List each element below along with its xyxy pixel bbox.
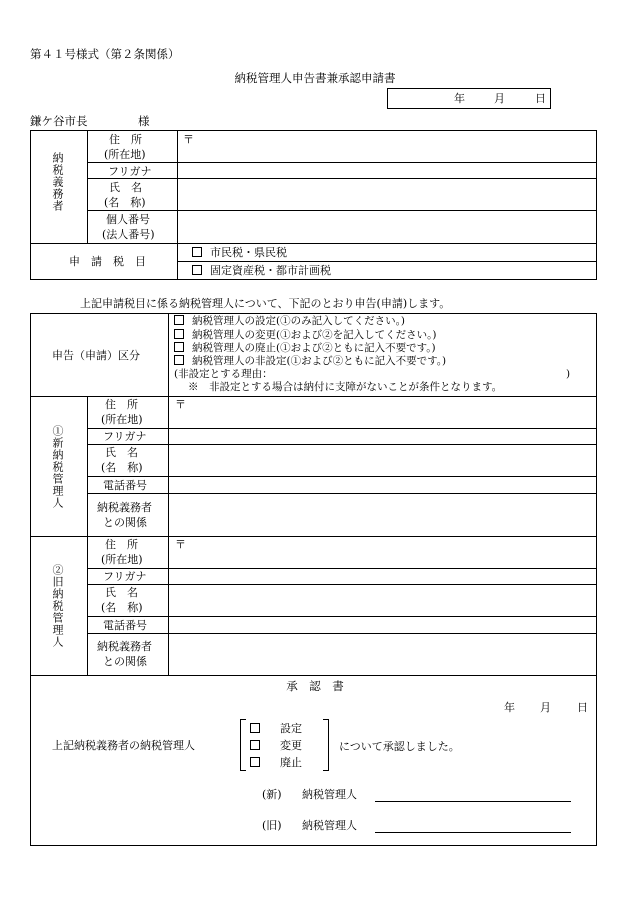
- approval-date-day: 日: [577, 701, 588, 714]
- form-title: 納税管理人申告書兼承認申請書: [234, 71, 396, 85]
- approval-new-prefix: (新): [262, 788, 282, 801]
- category-option[interactable]: [174, 330, 436, 341]
- new-name-field[interactable]: [169, 445, 596, 476]
- approval-date-month: 月: [540, 701, 551, 714]
- checkbox[interactable]: [250, 723, 260, 733]
- checkbox[interactable]: [174, 329, 184, 339]
- new-relation-label: 納税義務者: [97, 501, 152, 514]
- category-option-label: 納税管理人の廃止(①および②ともに記入不要です。): [192, 342, 436, 354]
- approval-option[interactable]: [250, 757, 302, 768]
- taxpayer-id-sub: (法人番号): [102, 228, 155, 241]
- approval-option[interactable]: [250, 723, 302, 734]
- addressee: 鎌ケ谷市長: [30, 114, 88, 128]
- new-manager-signature-line[interactable]: [375, 801, 571, 802]
- date-month-label: 月: [494, 92, 505, 105]
- taxpayer-id-label: 個人番号: [106, 213, 150, 226]
- old-address-sub: (所在地): [101, 553, 143, 566]
- divider: [30, 243, 597, 244]
- category-option-label: 納税管理人の変更(①および②を記入してください。): [192, 329, 437, 341]
- category-option[interactable]: [174, 356, 446, 367]
- category-option-label: 納税管理人の非設定(①および②ともに記入不要です。): [192, 355, 447, 367]
- form-number: 第４１号様式（第２条関係）: [30, 47, 180, 61]
- checkbox[interactable]: [250, 757, 260, 767]
- new-address-label: 住 所: [105, 398, 138, 411]
- category-label: 申告（申請）区分: [52, 349, 140, 362]
- date-year-label: 年: [454, 92, 465, 105]
- taxpayer-furigana-label: フリガナ: [108, 165, 152, 178]
- new-address-sub: (所在地): [101, 413, 143, 426]
- approval-option[interactable]: [250, 740, 302, 751]
- date-day-label: 日: [535, 92, 546, 105]
- old-address-field[interactable]: [169, 537, 596, 568]
- old-furigana-field[interactable]: [169, 569, 596, 584]
- old-manager-section-label: ②旧納税管理人: [51, 564, 64, 648]
- divider: [30, 675, 597, 676]
- taxpayer-name-field[interactable]: [178, 179, 596, 210]
- category-option[interactable]: [174, 343, 436, 354]
- old-name-field[interactable]: [169, 585, 596, 616]
- approval-old-manager-label: 納税管理人: [302, 819, 357, 832]
- old-relation-field[interactable]: [169, 634, 596, 675]
- reason-input[interactable]: [290, 367, 560, 380]
- postal-mark: 〒: [183, 133, 194, 146]
- approval-trail-text: について承認しました。: [339, 740, 460, 753]
- old-furigana-label: フリガナ: [103, 570, 147, 583]
- old-name-sub: (名 称): [101, 601, 143, 614]
- old-manager-signature-line[interactable]: [375, 832, 571, 833]
- approval-option-label: 廃止: [280, 756, 302, 769]
- old-relation-label: 納税義務者: [97, 640, 152, 653]
- new-relation-sub: との関係: [103, 516, 147, 529]
- tax-item-label: 市民税・県民税: [210, 246, 287, 259]
- tax-item-label: 固定資産税・都市計画税: [210, 264, 331, 277]
- new-phone-label: 電話番号: [103, 479, 147, 492]
- reason-label: (非設定とする理由：: [174, 368, 273, 380]
- taxpayer-address-sub: (所在地): [104, 148, 146, 161]
- old-phone-field[interactable]: [169, 617, 596, 633]
- taxpayer-address-field[interactable]: [178, 131, 596, 162]
- old-name-label: 氏 名: [105, 586, 138, 599]
- checkbox[interactable]: [174, 342, 184, 352]
- new-address-field[interactable]: [169, 397, 596, 428]
- new-name-label: 氏 名: [105, 446, 138, 459]
- taxpayer-furigana-field[interactable]: [178, 163, 596, 178]
- checkbox[interactable]: [192, 247, 202, 257]
- checkbox[interactable]: [250, 740, 260, 750]
- addressee-suffix: 様: [138, 114, 150, 128]
- tax-items-label: 申 請 税 目: [69, 255, 146, 268]
- new-furigana-field[interactable]: [169, 429, 596, 444]
- taxpayer-name-label: 氏 名: [109, 181, 142, 194]
- divider: [177, 261, 597, 262]
- category-option-label: 納税管理人の設定(①のみ記入してください。): [192, 315, 405, 327]
- approval-option-label: 設定: [280, 722, 302, 735]
- new-furigana-label: フリガナ: [103, 430, 147, 443]
- tax-item-option[interactable]: [192, 265, 331, 276]
- left-bracket: [240, 719, 246, 771]
- taxpayer-id-field[interactable]: [178, 211, 596, 243]
- approval-new-manager-label: 納税管理人: [302, 788, 357, 801]
- old-phone-label: 電話番号: [103, 619, 147, 632]
- intro-text: 上記申請税目に係る納税管理人について、下記のとおり申告(申請)します。: [80, 297, 451, 310]
- postal-mark: 〒: [175, 538, 186, 551]
- divider: [87, 130, 88, 243]
- right-bracket: [323, 719, 329, 771]
- category-option[interactable]: [174, 316, 405, 327]
- approval-date-year: 年: [504, 701, 515, 714]
- checkbox[interactable]: [174, 315, 184, 325]
- approval-old-prefix: (旧): [262, 819, 282, 832]
- tax-item-option[interactable]: [192, 247, 287, 258]
- date-box[interactable]: [387, 88, 551, 109]
- taxpayer-address-label: 住 所: [109, 133, 142, 146]
- approval-option-label: 変更: [280, 739, 302, 752]
- divider: [168, 313, 169, 396]
- category-note: ※ 非設定とする場合は納付に支障がないことが条件となります。: [188, 381, 503, 393]
- postal-mark: 〒: [175, 398, 186, 411]
- new-relation-field[interactable]: [169, 494, 596, 536]
- approval-lead-text: 上記納税義務者の納税管理人: [52, 739, 195, 752]
- checkbox[interactable]: [192, 265, 202, 275]
- reason-close: ): [566, 368, 571, 380]
- new-manager-section-label: ①新納税管理人: [51, 425, 64, 509]
- taxpayer-name-sub: (名 称): [104, 196, 146, 209]
- taxpayer-section-label: 納税義務者: [51, 152, 64, 212]
- old-address-label: 住 所: [105, 538, 138, 551]
- approval-title: 承 認 書: [286, 679, 344, 693]
- new-phone-field[interactable]: [169, 477, 596, 493]
- checkbox[interactable]: [174, 355, 184, 365]
- old-relation-sub: との関係: [103, 655, 147, 668]
- new-name-sub: (名 称): [101, 461, 143, 474]
